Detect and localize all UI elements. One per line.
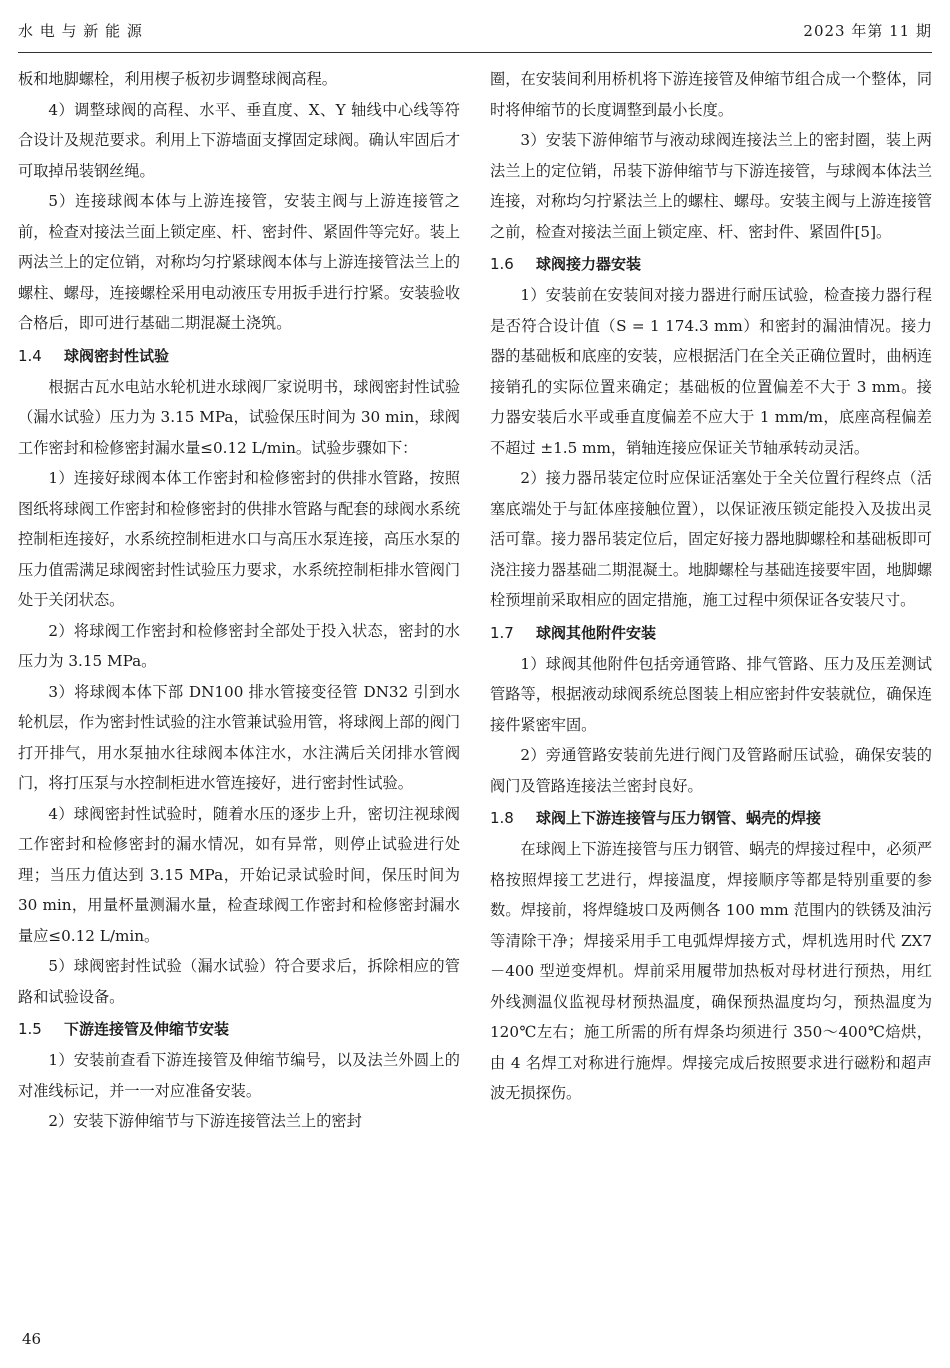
section-heading-1-7 — [490, 619, 932, 647]
left-column — [18, 64, 460, 1137]
section-heading-1-8 — [490, 804, 932, 832]
paragraph: 在球阀上下游连接管与压力钢管、蜗壳的焊接过程中，必须严格按照焊接工艺进行，焊接温度，焊接顺序等都是特别重要的参数。焊接前，将焊缝坡口及两侧各 100 mm 范围内的铁锈及油污等清除干净；焊接采用手工电弧焊焊接方式，焊机选用时代 ZX7－400 型逆变焊机。焊前采用履带加热板对母材进行预热，用红外线测温仪监视母材预热温度，确保预热温度均匀，预热温度为 120℃左右；施工所需的所有焊条均须进行 350～400℃焙烘，由 4 名焊工对称进行施焊。焊接完成后按照要求进行磁粉和超声波无损探伤。 — [490, 840, 932, 1102]
section-title: 球阀其他附件安装 — [536, 623, 657, 642]
paragraph: 根据古瓦水电站水轮机进水球阀厂家说明书，球阀密封性试验（漏水试验）压力为 3.15 MPa，试验保压时间为 30 min，球阀工作密封和检修密封漏水量≤0.12 L/min。试验步骤如下： — [18, 377, 460, 457]
section-heading-1-5 — [18, 1015, 460, 1043]
paragraph: 4）球阀密封性试验时，随着水压的逐步上升，密切注视球阀工作密封和检修密封的漏水情况，如有异常，则停止试验进行处理；当压力值达到 3.15 MPa，开始记录试验时间，保压时间为 30 min，用量杯量测漏水量，检查球阀工作密封和检修密封漏水量应≤0.12 L/min。 — [18, 804, 460, 945]
paragraph: 1）连接好球阀本体工作密封和检修密封的供排水管路，按照图纸将球阀工作密封和检修密封的供排水管路与配套的球阀水系统控制柜连接好，水系统控制柜进水口与高压水泵连接，高压水泵的压力值需满足球阀密封性试验压力要求，水系统控制柜排水管阀门处于关闭状态。 — [18, 469, 460, 609]
journal-name: 水 电 与 新 能 源 — [18, 21, 143, 40]
paragraph: 2）接力器吊装定位时应保证活塞处于全关位置行程终点（活塞底端处于与缸体座接触位置），以保证液压锁定能投入及拔出灵活可靠。接力器吊装定位后，固定好接力器地脚螺栓和基础板即可浇注接力器基础二期混凝土。地脚螺栓与基础连接要牢固，地脚螺栓预埋前采取相应的固定措施，施工过程中须保证各安装尺寸。 — [490, 469, 932, 609]
issue-label: 2023 年第 11 期 — [803, 21, 932, 40]
section-title: 球阀接力器安装 — [536, 255, 642, 273]
paragraph: 板和地脚螺栓，利用楔子板初步调整球阀高程。 — [18, 70, 337, 88]
right-column — [490, 64, 932, 1109]
section-number: 1.7 — [490, 623, 514, 642]
section-number: 1.5 — [18, 1020, 42, 1038]
paragraph: 2）旁通管路安装前先进行阀门及管路耐压试验，确保安装的阀门及管路连接法兰密封良好。 — [490, 746, 932, 795]
section-title: 球阀上下游连接管与压力钢管、蜗壳的焊接 — [536, 809, 822, 827]
paragraph: 5）球阀密封性试验（漏水试验）符合要求后，拆除相应的管路和试验设备。 — [18, 957, 460, 1006]
paragraph: 5）连接球阀本体与上游连接管，安装主阀与上游连接管之前，检查对接法兰面上锁定座、杆、密封件、紧固件等完好。装上两法兰上的定位销，对称均匀拧紧球阀本体与上游连接管法兰上的螺柱、螺母，连接螺栓采用电动液压专用扳手进行拧紧。安装验收合格后，即可进行基础二期混凝土浇筑。 — [18, 192, 460, 332]
paragraph: 1）球阀其他附件包括旁通管路、排气管路、压力及压差测试管路等，根据液动球阀系统总图装上相应密封件安装就位，确保连接件紧密牢固。 — [490, 654, 932, 734]
section-number: 1.8 — [490, 809, 514, 827]
paragraph: 4）调整球阀的高程、水平、垂直度、X、Y 轴线中心线等符合设计及规范要求。利用上下游墙面支撑固定球阀。确认牢固后才可取掉吊装钢丝绳。 — [18, 100, 460, 180]
section-title: 下游连接管及伸缩节安装 — [64, 1020, 230, 1038]
paragraph: 3）安装下游伸缩节与液动球阀连接法兰上的密封圈，装上两法兰上的定位销，吊装下游伸缩节与下游连接管，与球阀本体法兰连接，对称均匀拧紧法兰上的螺柱、螺母。安装主阀与上游连接管之前，检查对接法兰面上锁定座、杆、密封件、紧固件[5]。 — [490, 131, 932, 241]
page-header — [18, 14, 932, 46]
paragraph: 圈，在安装间利用桥机将下游连接管及伸缩节组合成一个整体，同时将伸缩节的长度调整到最小长度。 — [490, 70, 932, 119]
paragraph: 2）安装下游伸缩节与下游连接管法兰上的密封 — [48, 1112, 362, 1130]
section-title: 球阀密封性试验 — [64, 346, 170, 365]
section-number: 1.4 — [18, 346, 42, 365]
section-heading-1-4 — [18, 342, 460, 370]
page-number: 46 — [22, 1330, 42, 1348]
section-heading-1-6 — [490, 250, 932, 278]
paragraph: 3）将球阀本体下部 DN100 排水管接变径管 DN32 引到水轮机层，作为密封性试验的注水管兼试验用管，将球阀上部的阀门打开排气，用水泵抽水往球阀本体注水，水注满后关闭排水管阀门，将打压泵与水控制柜进水管连接好，进行密封性试验。 — [18, 682, 460, 792]
header-divider — [18, 52, 932, 53]
paragraph: 1）安装前在安装间对接力器进行耐压试验，检查接力器行程是否符合设计值（S = 1 174.3 mm）和密封的漏油情况。接力器的基础板和底座的安装，应根据活门在全关正确位置时，曲柄连接销孔的实际位置来确定；基础板的位置偏差不大于 3 mm。接力器安装后水平或垂直度偏差不应大于 1 mm/m，底座高程偏差不超过 ±1.5 mm，销轴连接应保证关节轴承转动灵活。 — [490, 286, 932, 457]
paragraph: 2）将球阀工作密封和检修密封全部处于投入状态，密封的水压力为 3.15 MPa。 — [18, 621, 460, 670]
section-number: 1.6 — [490, 255, 514, 273]
paragraph: 1）安装前查看下游连接管及伸缩节编号，以及法兰外圆上的对准线标记，并一一对应准备安装。 — [18, 1051, 460, 1100]
